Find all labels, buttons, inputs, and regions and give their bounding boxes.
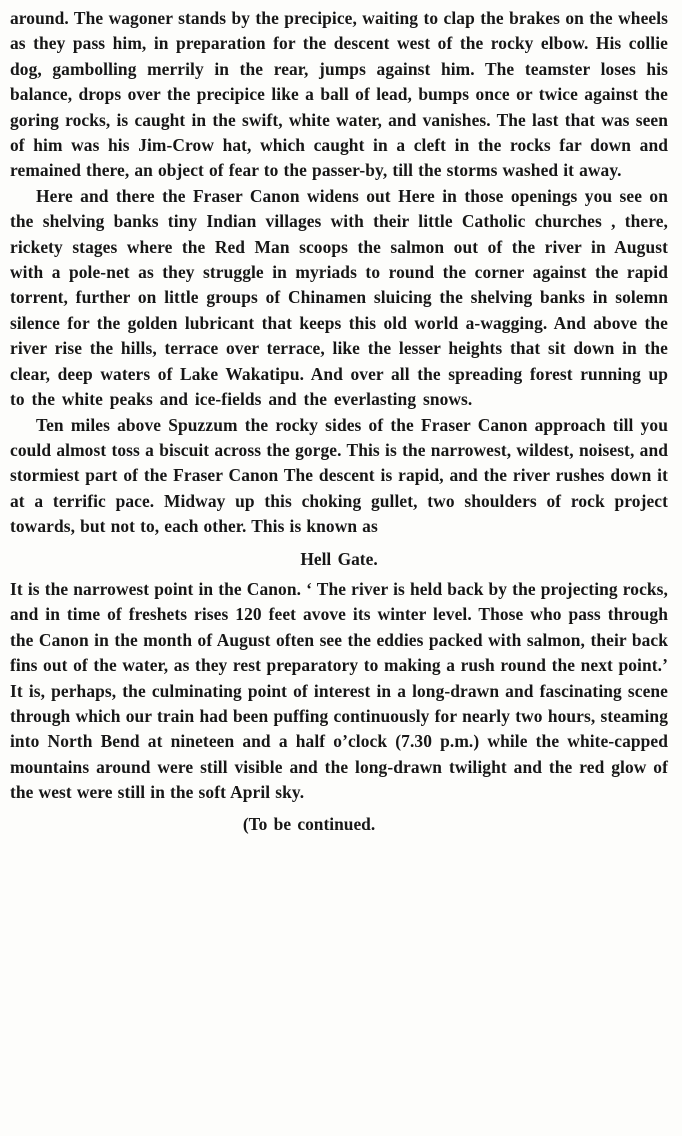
text-column: [10, 6, 668, 837]
section-heading-hell-gate: Hell Gate.: [300, 548, 378, 569]
paragraph-continuation: around. The wagoner stands by the precipice, waiting to clap the brakes on the wheels as they pass him, in preparation for the descent west of the rocky elbow. His collie dog, gambolling merrily in the rear, jumps against him. The teamster loses his balance, drops over the precipice like a ball of lead, bumps once or twice against the goring rocks, is caught in the swift, white water, and vanishes. The last that was seen of him was his Jim-Crow hat, which caught in a cleft in the rocks far down and remained there, an object of fear to the passer-by, till the storms washed it away.: [10, 8, 668, 181]
to-be-continued-note: (To be continued.: [242, 813, 376, 834]
paragraph-spuzzum: Ten miles above Spuzzum the rocky sides of the Fraser Canon approach till you could almost toss a biscuit across the gorge. This is the narrowest, wildest, noisest, and stormiest part of the Fraser Canon The descent is rapid, and the river rushes down it at a terrific pace. Midway up this choking gullet, two shoulders of rock project towards, but not to, each other. This is known as: [10, 414, 668, 537]
paragraph-fraser-canon: Here and there the Fraser Canon widens out Here in those openings you see on the shelving banks tiny Indian villages with their little Catholic churches , there, rickety stages where the Red Man scoops the salmon out of the river in August with a pole-net as they struggle in myriads to round the corner against the rapid torrent, further on little groups of Chinamen sluicing the shelving banks in solemn silence for the golden lubricant that keeps this old world a-wagging. And above the river rise the hills, terrace over terrace, like the lesser heights that sit down in the clear, deep waters of Lake Wakatipu. And over all the spreading forest running up to the white peaks and ice-fields and the everlasting snows.: [10, 185, 668, 410]
paragraph-hell-gate-description: It is the narrowest point in the Canon. ‘ The river is held back by the projecting rocks, and in time of freshets rises 120 feet avove its winter level. Those who pass through the Canon in the month of August often see the eddies packed with salmon, their back fins out of the water, as they rest preparatory to making a rush round the next point.’ It is, perhaps, the culminating point of interest in a long-drawn and fascinating scene through which our train had been puffing continuously for nearly two hours, steaming into North Bend at nineteen and a half o’clock (7.30 p.m.) while the white-capped mountains around were still visible and the long-drawn twilight and the red glow of the west were still in the soft April sky.: [10, 578, 668, 803]
